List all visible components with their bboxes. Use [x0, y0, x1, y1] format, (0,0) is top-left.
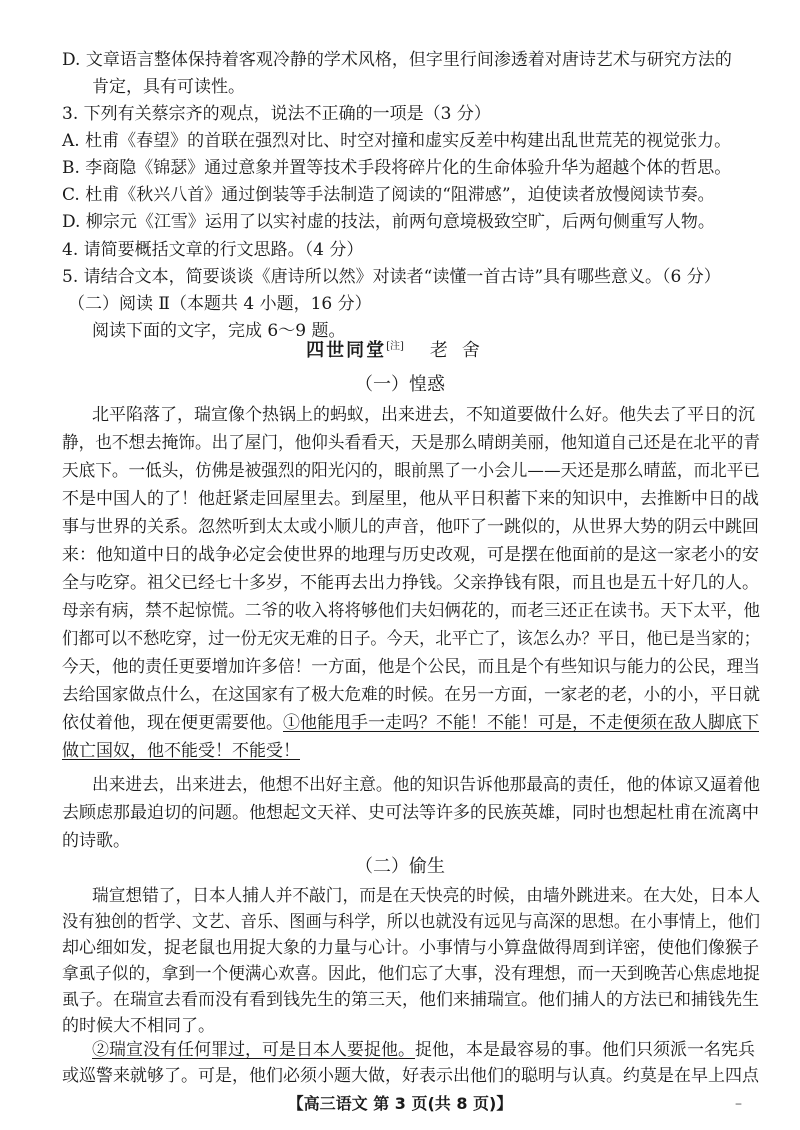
- paragraph-3-line: 却心细如发，捉老鼠也用捉大象的力量与心计。小事情与小算盘做得周到详密，使他们像猴子: [62, 938, 759, 958]
- paragraph-1-line: 静，也不想去掩饰。出了屋门，他仰头看看天，天是那么晴朗美丽，他知道自己还是在北平的青: [62, 433, 761, 453]
- page-footer: 【高三语文 第 3 页(共 8 页)】: [287, 1094, 513, 1113]
- passage-title: [0, 336, 800, 362]
- paragraph-2-line: 去顾虑那最迫切的问题。他想起文天祥、史可法等许多的民族英雄，同时也想起杜甫在流离中: [62, 803, 759, 823]
- underlined-sentence-1: ①他能甩手一走吗？不能！不能！可是，不走便须在敌人脚底下: [283, 713, 759, 733]
- paragraph-1-line: 事与世界的关系。忽然听到太太或小顺儿的声音，他吓了一跳似的，从世界大势的阴云中跳回: [62, 517, 759, 537]
- question-3-option-b: B. 李商隐《锦瑟》通过意象并置等技术手段将碎片化的生命体验升华为超越个体的哲思。: [62, 158, 732, 178]
- paragraph-2-line: 的诗歌。: [62, 831, 130, 851]
- question-3-option-a: A. 杜甫《春望》的首联在强烈对比、时空对撞和虚实反差中构建出乱世荒芜的视觉张力。: [62, 131, 732, 151]
- paragraph-1-line: 们都可以不愁吃穿，过一份无灾无难的日子。今天，北平亡了，该怎么办？平日，他已是当家的；: [62, 629, 761, 649]
- footnote-marker: [注]: [386, 341, 404, 352]
- paragraph-1-line: 北平陷落了，瑞宣像个热锅上的蚂蚁，出来进去，不知道要做什么好。他失去了平日的沉: [92, 405, 755, 425]
- part-2-heading: （二）偷生: [355, 856, 445, 877]
- paragraph-4-line: [92, 1040, 755, 1060]
- paragraph-3-line: 没有独创的哲学、文艺、音乐、图画与科学，所以也就没有远见与高深的思想。在小事情上，他们: [62, 912, 761, 932]
- paragraph-1-line: 去给国家做点什么，在这国家有了极大危难的时候。在另一方面，一家老的老，小的小，平日就: [62, 685, 761, 705]
- question-3-option-c: C. 杜甫《秋兴八首》通过倒装等手法制造了阅读的“阻滞感”，迫使读者放慢阅读节奏。: [62, 185, 715, 205]
- paragraph-1-line: [62, 741, 300, 761]
- part-1-heading: （一）惶惑: [355, 374, 445, 395]
- paragraph-4-line: 或巡警来就够了。可是，他们必须小题大做，好表示出他们的聪明与认真。约莫是在早上四点: [62, 1066, 759, 1086]
- paragraph-4-text: 捉他，本是最容易的事。他们只须派一名宪兵: [415, 1040, 755, 1060]
- paragraph-1-line: 今天，他的责任更要增加许多倍！一方面，他是个公民，而且是个有些知识与能力的公民，理当: [62, 657, 761, 677]
- passage-work-title: 四世同堂: [306, 340, 387, 361]
- paragraph-3-line: 的时候大不相同了。: [62, 1016, 215, 1036]
- paragraph-1-line: [62, 713, 759, 733]
- paragraph-3-line: 瑞宣想错了，日本人捕人并不敲门，而是在天快亮的时候，由墙外跳进来。在大处，日本人: [92, 886, 761, 906]
- section-instruction: 阅读下面的文字，完成 6～9 题。: [92, 321, 346, 341]
- question-3-stem: 3. 下列有关蔡宗齐的观点，说法不正确的一项是（3 分）: [62, 104, 491, 124]
- paragraph-1-line: 母亲有病，禁不起惊慌。二爷的收入将将够他们夫妇俩花的，而老三还正在读书。天下太平，他: [62, 601, 761, 621]
- question-4: 4. 请简要概括文章的行文思路。（4 分）: [62, 240, 364, 260]
- option-d-line2: 肯定，具有可读性。: [92, 77, 245, 97]
- paragraph-1-line: 全与吃穿。祖父已经七十多岁，不能再去出力挣钱。父亲挣钱有限，而且也是五十好几的人。: [62, 573, 759, 593]
- underlined-sentence-2: ②瑞宣没有任何罪过，可是日本人要捉他。: [92, 1040, 415, 1060]
- paragraph-1-line: 天底下。一低头，仿佛是被强烈的阳光闪的，眼前黑了一小会儿——天还是那么晴蓝，而北平已: [62, 461, 761, 481]
- paragraph-1-line: 来：他知道中日的战争必定会使世界的地理与历史改观，可是摆在他面前的是这一家老小的安: [62, 545, 759, 565]
- paragraph-1-text: 依仗着他，现在便更需要他。: [62, 713, 283, 733]
- passage-author: 老舍: [429, 340, 494, 361]
- option-d-line1: D. 文章语言整体保持着客观冷静的学术风格，但字里行间渗透着对唐诗艺术与研究方法的: [62, 50, 732, 70]
- question-3-option-d: D. 柳宗元《江雪》运用了以实衬虚的技法，前两句意境极致空旷，后两句侧重写人物。: [62, 212, 715, 232]
- section-heading: （二）阅读 Ⅱ（本题共 4 小题，16 分）: [68, 294, 372, 314]
- question-5: 5. 请结合文本，简要谈谈《唐诗所以然》对读者“读懂一首古诗”具有哪些意义。（6 分）: [62, 267, 721, 287]
- paragraph-3-line: 虱子。在瑞宣去看而没有看到钱先生的第三天，他们来捕瑞宣。他们捕人的方法已和捕钱先生: [62, 990, 759, 1010]
- paragraph-2-line: 出来进去，出来进去，他想不出好主意。他的知识告诉他那最高的责任，他的体谅又逼着他: [92, 775, 761, 795]
- corner-mark: –: [735, 1096, 742, 1112]
- underlined-sentence-1-end: 做亡国奴，他不能受！不能受！: [62, 741, 300, 761]
- paragraph-3-line: 拿虱子似的，拿到一个便满心欢喜。因此，他们忘了大事，没有理想，而一天到晚苦心焦虑地捉: [62, 964, 761, 984]
- paragraph-1-line: 不是中国人的了！他赶紧走回屋里去。到屋里，他从平日积蓄下来的知识中，去推断中日的战: [62, 489, 759, 509]
